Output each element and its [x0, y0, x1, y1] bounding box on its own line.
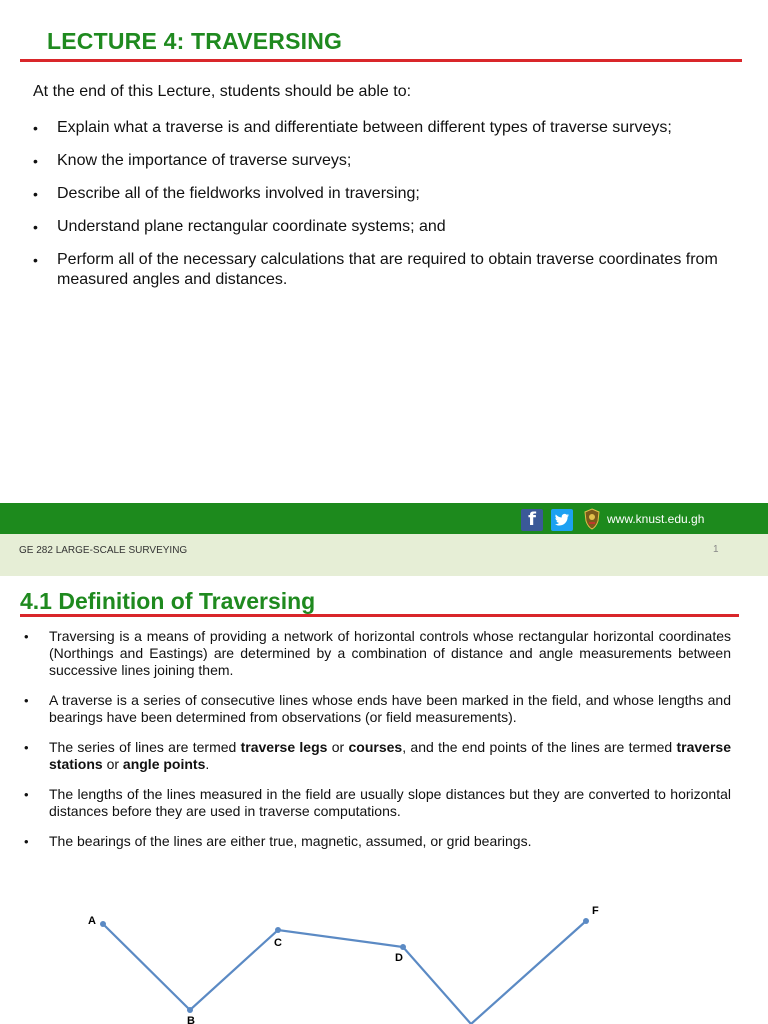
title-underline: [20, 614, 739, 617]
bullet-icon: •: [24, 787, 29, 802]
list-item: • Understand plane rectangular coordinate systems; and: [33, 218, 446, 235]
bullet-icon: •: [33, 120, 38, 136]
list-item: • Know the importance of traverse surveys;: [33, 152, 352, 169]
station-label-d: D: [395, 952, 403, 964]
footer-strip: [0, 534, 768, 576]
definition-list: [24, 628, 731, 863]
bullet-icon: •: [33, 252, 38, 268]
list-item: • Traversing is a means of providing a network of horizontal controls whose rectangular horizontal coordinates (Northings and Eastings) are determined by a combination of distance and angle measurements between successive lines joining them.: [24, 628, 731, 678]
traverse-diagram: [0, 894, 768, 1024]
bullet-icon: •: [33, 219, 38, 235]
list-item: • A traverse is a series of consecutive lines whose ends have been marked in the field, and whose lengths and bearings have been determined from observations (or field measurements).: [24, 692, 731, 725]
term: traverse stations: [49, 739, 731, 772]
bullet-icon: •: [24, 740, 29, 755]
bullet-icon: •: [24, 693, 29, 708]
course-name: GE 282 LARGE-SCALE SURVEYING: [19, 545, 188, 556]
bullet-icon: •: [24, 834, 29, 849]
term: angle points: [122, 756, 206, 772]
title-underline: [20, 59, 742, 62]
knust-crest-icon: [583, 508, 601, 530]
page-number: 1: [713, 544, 719, 555]
facebook-icon[interactable]: f: [521, 509, 543, 531]
list-item: • Explain what a traverse is and differentiate between different types of traverse surveys;: [33, 119, 672, 136]
station-label-b: B: [187, 1015, 195, 1024]
slide-2: [0, 576, 768, 1024]
station-d-point: [400, 944, 406, 950]
list-item: • The series of lines are termed traverse legs or courses, and the end points of the lines are termed traverse stations or angle points.: [24, 739, 731, 772]
website-link[interactable]: www.knust.edu.gh: [607, 512, 705, 526]
term: courses: [348, 739, 403, 755]
term: traverse legs: [240, 739, 328, 755]
intro-text: At the end of this Lecture, students should be able to:: [33, 83, 412, 100]
twitter-icon[interactable]: [551, 509, 573, 531]
objectives-list: [33, 118, 733, 303]
slide-title: LECTURE 4: TRAVERSING: [47, 28, 343, 54]
station-label-f: F: [592, 905, 599, 917]
bullet-icon: •: [33, 186, 38, 202]
list-item: • The lengths of the lines measured in the field are usually slope distances but they are converted to horizontal distances before they are used in traverse computations.: [24, 786, 731, 819]
station-f-point: [583, 918, 589, 924]
footer-bar: [0, 503, 768, 534]
station-label-c: C: [274, 937, 282, 949]
list-item: • Perform all of the necessary calculations that are required to obtain traverse coordinates from measured angles and distances.: [33, 251, 718, 288]
station-c-point: [275, 927, 281, 933]
station-a-point: [100, 921, 106, 927]
bullet-icon: •: [33, 153, 38, 169]
section-title: 4.1 Definition of Traversing: [20, 588, 316, 614]
list-item: • The bearings of the lines are either true, magnetic, assumed, or grid bearings.: [24, 833, 532, 849]
station-b-point: [187, 1007, 193, 1013]
traverse-line: [103, 921, 586, 1024]
list-item: • Describe all of the fieldworks involved in traversing;: [33, 185, 420, 202]
station-label-a: A: [88, 915, 96, 927]
bullet-icon: •: [24, 629, 29, 644]
